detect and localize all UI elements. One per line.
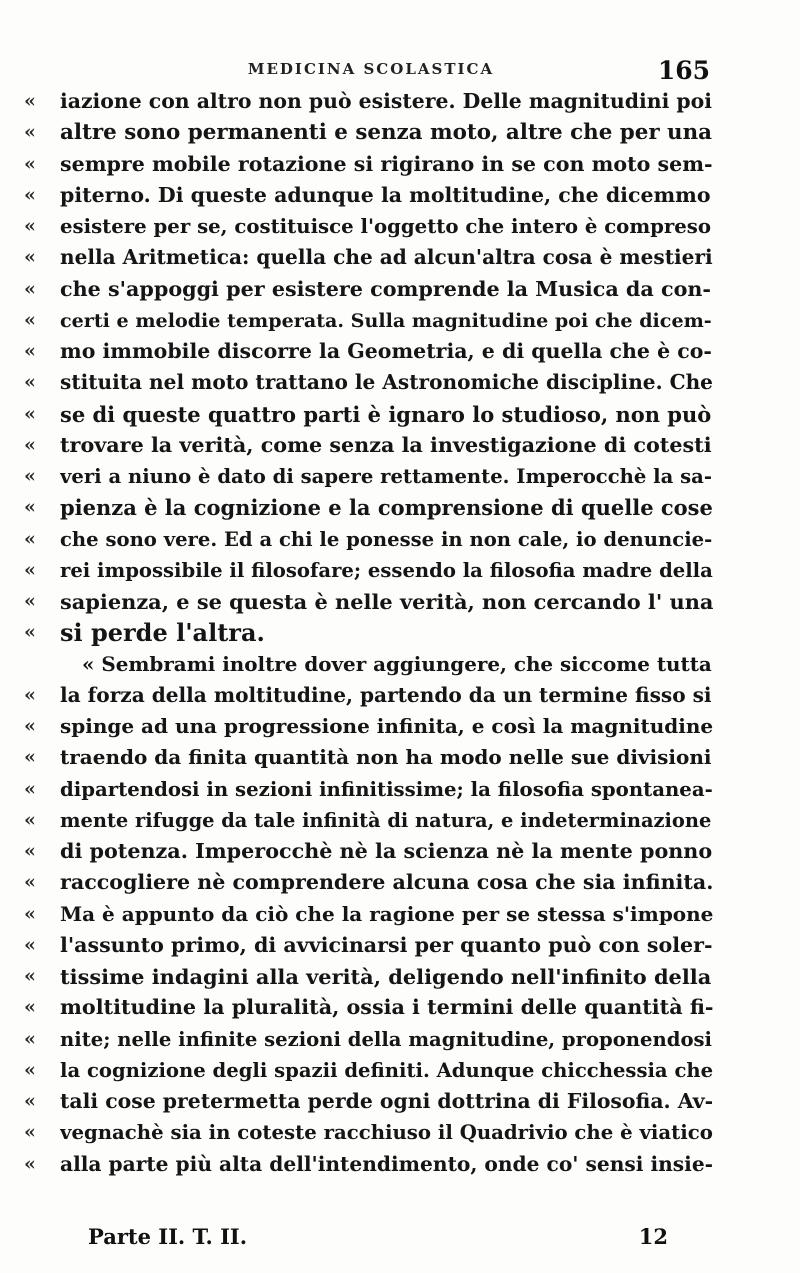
line-text: dipartendosi in sezioni infinitissime; la filosofia spontanea- (60, 777, 713, 801)
quotation-mark: « (24, 1058, 36, 1081)
line-text: iazione con altro non può esistere. Delle magnitudini poi (60, 89, 713, 113)
line-text: di potenza. Imperocchè nè la scienza nè la mente ponno (60, 839, 713, 863)
quotation-mark: « (24, 871, 36, 894)
text-line (24, 1117, 714, 1148)
quotation-mark: « (24, 902, 36, 925)
line-text: altre sono permanenti e senza moto, altre che per una (60, 120, 712, 146)
quotation-mark: « (24, 1090, 36, 1112)
quotation-mark: « (24, 808, 36, 831)
text-line (24, 149, 714, 180)
text-line (24, 211, 714, 242)
quotation-mark: « (24, 308, 36, 331)
line-text: « Sembrami inoltre dover aggiungere, che siccome tutta (82, 651, 712, 676)
text-line (24, 742, 714, 773)
quotation-mark: « (24, 965, 36, 987)
quotation-mark: « (24, 465, 36, 487)
text-line (24, 524, 714, 555)
line-text: la cognizione degli spazii definiti. Adunque chicchessia che (60, 1058, 714, 1082)
line-text: se di queste quattro parti è ignaro lo studioso, non può (60, 401, 712, 427)
body-text (24, 86, 714, 1180)
text-line (24, 711, 714, 742)
quotation-mark: « (24, 402, 36, 425)
text-line (24, 1086, 714, 1117)
line-text: sempre mobile rotazione si rigirano in se con moto sem- (60, 151, 713, 176)
quotation-mark: « (24, 840, 36, 862)
line-text: esistere per se, costituisce l'oggetto che intero è compreso (60, 215, 712, 238)
quotation-mark: « (24, 433, 36, 456)
line-text: stituita nel moto trattano le Astronomiche discipline. Che (60, 370, 713, 395)
line-text: mo immobile discorre la Geometria, e di quella che è co- (60, 339, 712, 363)
text-line (24, 274, 714, 305)
quotation-mark: « (24, 215, 36, 237)
quotation-mark: « (24, 90, 36, 112)
line-text: traendo da finita quantità non ha modo nelle sue divisioni (60, 745, 712, 770)
line-text: vegnachè sia in coteste racchiuso il Quadrivio che è viatico (60, 1121, 713, 1145)
quotation-mark: « (24, 246, 36, 269)
text-line (24, 1149, 714, 1180)
text-line (24, 774, 714, 805)
quotation-mark: « (24, 683, 36, 706)
line-text: alla parte più alta dell'intendimento, onde co' sensi insie- (60, 1151, 714, 1176)
line-text: mente rifugge da tale infinità di natura, e indeterminazione (60, 808, 712, 832)
text-line (24, 899, 714, 930)
line-text: si perde l'altra. (60, 618, 265, 648)
quotation-mark: « (24, 496, 36, 519)
text-line (24, 617, 714, 648)
line-text: piterno. Di queste adunque la moltitudine, che dicemmo (60, 182, 711, 207)
quotation-mark: « (24, 715, 36, 737)
line-text: nella Aritmetica: quella che ad alcun'altra cosa è mestieri (60, 245, 713, 270)
text-line (24, 117, 714, 148)
quotation-mark: « (24, 621, 36, 644)
text-line (24, 649, 714, 680)
quotation-mark: « (24, 527, 36, 550)
quotation-mark: « (24, 152, 36, 175)
quotation-mark: « (24, 1121, 36, 1144)
line-text: che s'appoggi per esistere comprende la Musica da con- (60, 276, 712, 301)
text-line (24, 367, 714, 398)
quotation-mark: « (24, 590, 36, 612)
line-text: la forza della moltitudine, partendo da un termine fisso si (60, 682, 712, 707)
line-text: trovare la verità, come senza la investigazione di cotesti (60, 432, 712, 457)
text-line (24, 836, 714, 867)
line-text: pienza è la cognizione e la comprensione di quelle cose (60, 495, 713, 521)
line-text: moltitudine la pluralità, ossia i termini delle quantità fi- (60, 995, 714, 1020)
text-line (24, 336, 714, 367)
line-text: che sono vere. Ed a chi le ponesse in non cale, io denuncie- (60, 527, 713, 551)
text-line (24, 680, 714, 711)
text-line (24, 305, 714, 336)
text-line (24, 805, 714, 836)
quotation-mark: « (24, 933, 36, 956)
quotation-mark: « (24, 996, 36, 1019)
text-line (24, 430, 714, 461)
line-text: certi e melodie temperata. Sulla magnitudine poi che dicem- (60, 308, 712, 332)
running-head: MEDICINA SCOLASTICA (247, 60, 495, 78)
line-text: l'assunto primo, di avvicinarsi per quanto può con soler- (60, 932, 713, 957)
quotation-mark: « (24, 558, 36, 581)
printer-signature: Parte II. T. II. (88, 1224, 248, 1249)
text-line (24, 1024, 714, 1055)
quotation-mark: « (24, 340, 36, 362)
quotation-mark: « (24, 183, 36, 206)
page-footer (88, 1224, 668, 1258)
text-line (24, 1055, 714, 1086)
text-line (24, 586, 714, 617)
line-text: tali cose pretermetta perde ogni dottrina di Filosofia. Av- (60, 1089, 714, 1113)
line-text: veri a niuno è dato di sapere rettamente. Imperocchè la sa- (60, 465, 712, 488)
line-text: spinge ad una progressione infinita, e così la magnitudine (60, 714, 714, 738)
text-line (24, 992, 714, 1023)
line-text: Ma è appunto da ciò che la ragione per se stessa s'impone (60, 901, 714, 926)
text-line (24, 86, 714, 117)
quotation-mark: « (24, 1027, 36, 1050)
page-number: 165 (657, 56, 710, 85)
quotation-mark: « (24, 1152, 36, 1175)
text-line (24, 399, 714, 430)
text-line (24, 930, 714, 961)
text-line (24, 180, 714, 211)
quotation-mark: « (24, 746, 36, 769)
line-text: raccogliere nè comprendere alcuna cosa che sia infinita. (60, 870, 714, 895)
line-text: sapienza, e se questa è nelle verità, non cercando l' una (60, 589, 714, 614)
text-line (24, 867, 714, 898)
text-line (24, 492, 714, 523)
text-line (24, 555, 714, 586)
signature-number: 12 (638, 1224, 668, 1249)
quotation-mark: « (24, 777, 36, 800)
text-line (24, 461, 714, 492)
text-line (24, 961, 714, 992)
line-text: rei impossibile il filosofare; essendo la filosofia madre della (60, 558, 713, 582)
line-text: nite; nelle infinite sezioni della magnitudine, proponendosi (60, 1027, 712, 1051)
quotation-mark: « (24, 371, 36, 394)
line-text: tissime indagini alla verità, deligendo nell'infinito della (60, 964, 712, 989)
text-line (24, 242, 714, 273)
quotation-mark: « (24, 121, 36, 144)
quotation-mark: « (24, 277, 36, 300)
